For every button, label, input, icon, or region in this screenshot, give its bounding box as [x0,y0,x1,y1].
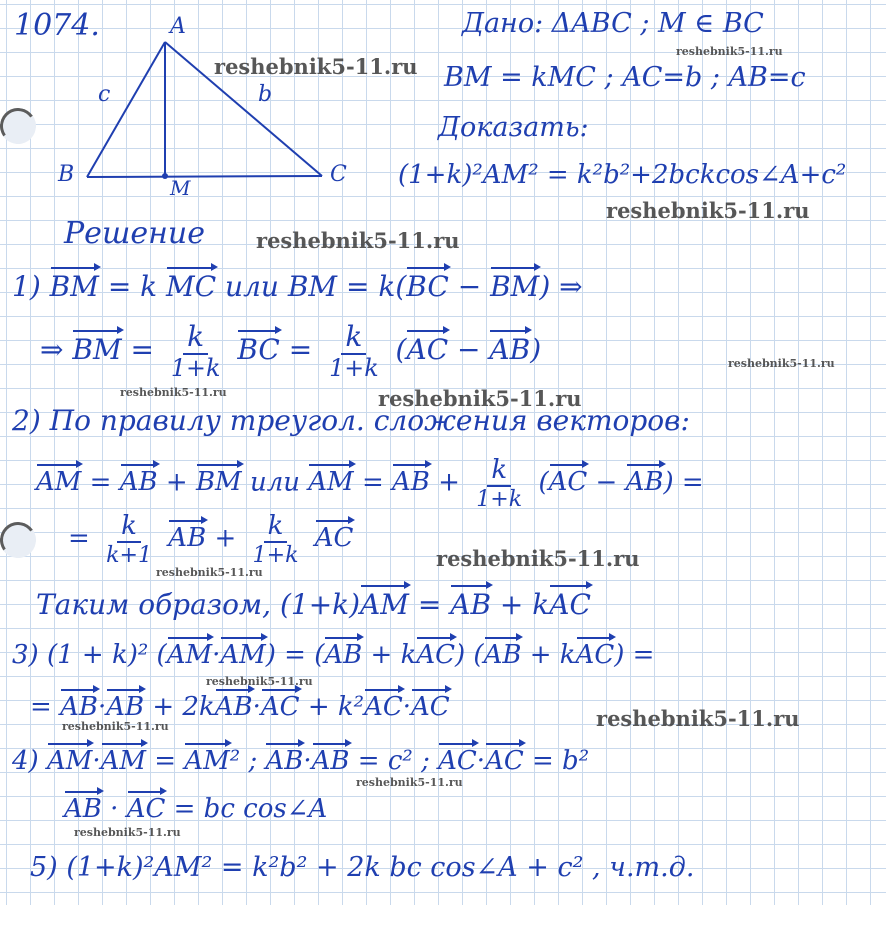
vector-ab: AB [265,746,304,776]
fraction: $\frac{k}{1+k}$ [329,320,379,382]
step-4-line-1: 4) AM·AM = AM² ; AB·AB = c² ; AC·AC = b² [12,746,590,776]
vector-ab: AB [60,692,98,722]
point-label-m: M [170,176,191,200]
step-number: 4) [12,746,39,776]
vertex-label-b: B [58,162,75,187]
vector-bm: BM [72,332,122,366]
fraction: $\frac{k}{k+1}$ [106,511,153,568]
watermark: reshebnik5-11.ru [74,826,181,839]
step-1-line-1: 1) BM = k MC или BM = k(BC − BM) ⇒ [12,270,583,303]
watermark: reshebnik5-11.ru [606,198,810,223]
vector-ac: AC [406,332,449,366]
vector-ab: AB [483,640,522,670]
vector-ac: AC [438,746,477,776]
step-2-line-1: 2) По правилу треугол. сложения векторов: [12,404,690,437]
watermark: reshebnik5-11.ru [378,386,582,411]
vector-am: AM [100,746,147,776]
vector-ac: AC [260,692,300,722]
step-3-line-1: 3) (1 + k)² (AM·AM) = (AB + kAC) (AB + kAC) = [12,640,655,670]
step-2-line-2: AM = AB + BM или AM = AB + $\frac{k}{1+k}$ (AC − AB) = [36,455,704,512]
vector-am: AM [220,640,266,670]
step-number: 5) [30,852,58,883]
watermark: reshebnik5-11.ru [676,45,783,58]
vector-ac: AC [548,467,588,498]
vector-bc: BC [237,332,280,366]
step-number: 2) [12,404,41,437]
side-bc-line [87,176,322,177]
watermark: reshebnik5-11.ru [256,228,460,253]
thus-line: Таким образом, (1+k)AM = AB + kAC [36,588,591,621]
vertex-label-a: A [170,14,186,39]
given-line-2: BM = kMC ; AC=b ; AB=c [444,62,806,93]
prove-heading: Доказать: [438,112,589,143]
vector-ab: AB [392,467,430,498]
vector-bm: BM [195,467,242,498]
side-label-b: b [258,82,273,107]
step-2-line-3: = $\frac{k}{k+1}$ AB + $\frac{k}{1+k}$ AC [68,511,354,568]
vertex-label-c: C [330,162,347,187]
vector-ab: AB [119,467,158,498]
vector-ab: AB [324,640,363,670]
step-4-line-2: AB · AC = bc cos∠A [64,794,328,824]
vector-am: AM [360,588,409,621]
vector-bm: BM [490,270,540,303]
vector-ab: AB [214,692,253,722]
watermark: reshebnik5-11.ru [156,566,263,579]
fraction: $\frac{k}{1+k}$ [170,320,221,382]
step-number: 3) [12,640,39,670]
vector-ac: AC [314,523,354,554]
fraction: $\frac{k}{1+k}$ [252,511,299,568]
watermark: reshebnik5-11.ru [596,706,800,731]
vector-ab: AB [450,588,492,621]
given-line-1: Дано: ΔABC ; M ∈ BC [462,8,764,39]
vector-ac: AC [364,692,403,722]
side-label-c: c [98,82,111,107]
watermark: reshebnik5-11.ru [728,357,835,370]
watermark: reshebnik5-11.ru [206,675,313,688]
problem-number: 1074. [14,8,100,43]
vector-ab: AB [64,794,102,824]
prove-formula: (1+k)²AM² = k²b²+2bckcos∠A+c² [398,160,847,190]
watermark: reshebnik5-11.ru [120,386,227,399]
step-3-line-2: = AB·AB + 2kAB·AC + k²AC·AC [30,692,450,722]
vector-am: AM [184,746,230,776]
vector-mc: MC [166,270,217,303]
vector-ab: AB [625,467,664,498]
vector-ac: AC [549,588,591,621]
point-m-dot [162,173,168,179]
vector-am: AM [166,640,213,670]
watermark: reshebnik5-11.ru [436,546,640,571]
watermark: reshebnik5-11.ru [62,720,169,733]
vector-am: AM [46,746,93,776]
vector-ab: AB [106,692,145,722]
watermark: reshebnik5-11.ru [214,54,418,79]
vector-bc: BC [406,270,449,303]
fraction: $\frac{k}{1+k}$ [476,455,523,512]
step-number: 1) [12,270,41,303]
step-1-line-2: ⇒ BM = $\frac{k}{1+k}$ BC = $\frac{k}{1+k}$ (AC − AB) [40,320,542,382]
vector-bm: BM [49,270,99,303]
vector-am: AM [36,467,82,498]
vector-am: AM [308,467,354,498]
vector-ac: AC [411,692,450,722]
page-bottom-margin [0,905,886,937]
vector-ac: AC [416,640,456,670]
vector-ac: AC [485,746,524,776]
step-5-line: 5) (1+k)²AM² = k²b² + 2k bc cos∠A + c² , ч.т.д. [30,852,695,883]
vector-ac: AC [575,640,615,670]
vector-ab: AB [311,746,350,776]
vector-ab: AB [489,332,531,366]
watermark: reshebnik5-11.ru [356,776,463,789]
solution-heading: Решение [64,216,205,251]
side-ab-line [87,42,165,177]
vector-ab: AB [168,523,207,554]
vector-ac: AC [126,794,166,824]
